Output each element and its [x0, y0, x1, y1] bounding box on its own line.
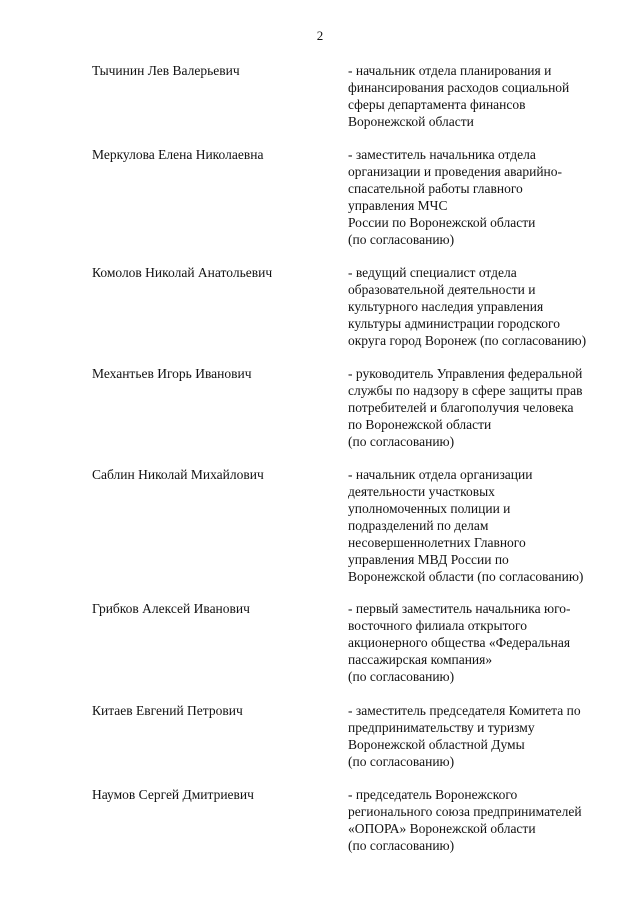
- position-description: - руководитель Управления федеральной службы по надзору в сфере защиты прав потребителей и благополучия человека по Воронежской области (по согласованию): [348, 366, 583, 449]
- person-name: Китаев Евгений Петрович: [92, 703, 243, 718]
- position-description: - начальник отдела организации деятельности участковых уполномоченных полиции и подразделений по делам несовершеннолетних Главного управления МВД России по Воронежской области (по согласованию): [348, 467, 584, 584]
- person-name: Комолов Николай Анатольевич: [92, 265, 273, 280]
- person-name: Грибков Алексей Иванович: [92, 601, 250, 616]
- person-name: Наумов Сергей Дмитриевич: [92, 787, 254, 802]
- position-description: - председатель Воронежского регионального союза предпринимателей «ОПОРА» Воронежской области (по согласованию): [348, 787, 582, 853]
- person-name: Механтьев Игорь Иванович: [92, 366, 252, 381]
- person-name: Меркулова Елена Николаевна: [92, 147, 264, 162]
- position-description: - заместитель начальника отдела организации и проведения аварийно- спасательной работы главного управления МЧС России по Воронежской области (по согласованию): [348, 147, 563, 247]
- person-name: Тычинин Лев Валерьевич: [92, 63, 240, 78]
- person-name: Саблин Николай Михайлович: [92, 467, 264, 482]
- page-number: 2: [316, 28, 324, 43]
- position-description: - первый заместитель начальника юго- восточного филиала открытого акционерного общества «Федеральная пассажирская компания» (по согласованию): [348, 601, 571, 684]
- position-description: - заместитель председателя Комитета по предпринимательству и туризму Воронежской областной Думы (по согласованию): [348, 703, 581, 769]
- position-description: - ведущий специалист отдела образовательной деятельности и культурного наследия управления культуры администрации городского округа город Воронеж (по согласованию): [348, 265, 587, 348]
- position-description: - начальник отдела планирования и финансирования расходов социальной сферы департамента финансов Воронежской области: [348, 63, 570, 129]
